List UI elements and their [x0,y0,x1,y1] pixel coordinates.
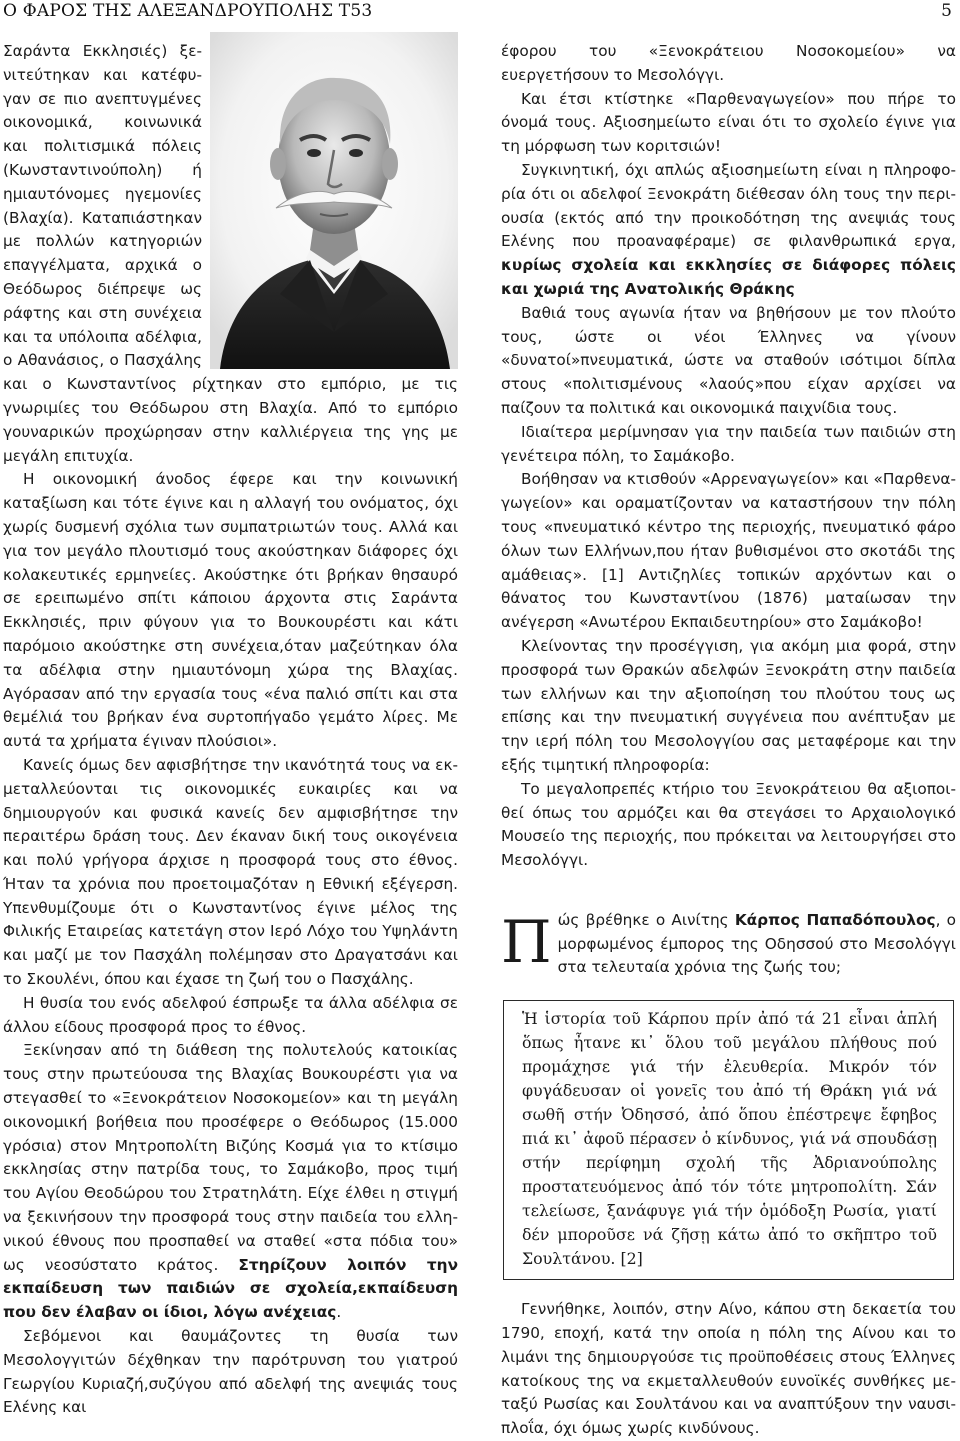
paragraph: Γεννήθηκε, λοιπόν, στην Αίνο, κάπου στη δεκαετία του 1790, εποχή, κατά την οποία η πόλη της Αίνου και το λιμάνι της δημιουργούσε τις προϋποθέσεις στους Έλληνες κατοίκους της να εκμεταλλευθούν ευνοϊκές συνθήκες μεταξύ Ρωσίας και Σουλτάνου και να αναπτύξουν την ναυσιπλοΐα, όχι όμως χωρίς κινδύνους. [501,1300,956,1438]
paragraph-text: Συγκινητική, όχι απλώς αξιοσημείωτη είναι η πληροφορία ότι οι αδελφοί Ξενοκράτη διέθεσαν όλη τους την περιουσία (εκτός από την προικοδότηση της ανεψιάς τους Ελένης που προαναφέραμε) σε φιλανθρωπικά εργα, [501,160,956,251]
paragraph: Ιδιαίτερα μερίμνησαν για την παιδεία των παιδιών στη γενέτειρα πόλη, το Σαμάκοβο. [501,422,956,465]
portrait-photo [210,32,458,369]
running-head [0,0,960,22]
paragraph: Η θυσία του ενός αδελφού έσπρωξε τα άλλα αδέλφια σε άλλου είδους προσφορά προς το έθνος. [3,993,458,1036]
right-column [501,40,956,1441]
paragraph-text: ώς βρέθηκε ο Αινίτης [557,910,735,929]
paragraph: Και έτσι κτίστηκε «Παρθεναγωγείον» που πήρε το όνομά τους. Αξιοσημείωτο είναι ότι το σχολείο έγινε για τη μόρφωση των κοριτσιών! [501,89,956,156]
dropcap-letter: Π [501,907,552,976]
paragraph: Σαράντα Εκκλησιές) ξενιτεύτηκαν και κατέφυγαν σε πιο ανεπτυγμένες οικονομικά, κοινωνικά και πολιτισμικά πόλεις (Κωνσταντινούπολη) ή ημιαυτόνομες ηγεμονίες (Βλαχία). Καταπιάστηκαν με πολλών κατηγοριών επαγγέλματα, αρχικά ο Θεόδωρος διέπρεψε ως ράφτης και στη συνέχεια και τα υπόλοιπα αδέλφια, ο Αθανάσιος, ο Πασχάλης και ο Κωνσταντίνος ρίχτηκαν στο εμπόριο, με τις γνωριμίες του Θεόδωρου στη Βλαχία. Από το εμπόριο γουναρικών προχώρησαν στην καλλιέργεια της γης με μεγάλη επιτυχία. [3,42,458,465]
paragraph-text: Ξεκίνησαν από τη διάθεση της πολυτελούς κατοικίας τους στην πρωτεύουσα της Βλαχίας Βουκουρέστι για να στεγασθεί το «Ξενοκράτειον Νοσοκομείον» και τη μεγάλη οικονομική βοήθεια που προσέφερε ο Θεόδωρος (15.000 γρόσια) στον Μητροπολίτη Βιζύης Κοσμά για το κτίσιμο εκκλησίας στην πατρίδα τους, το Σαμάκοβο, προς τιμή του Αγίου Θεοδώρου του Στρατηλάτη. Είχε έλθει η στιγμή να ξεκινήσουν την προσφορά τους στην παιδεία του ελληνικού έθνους που προσπαθεί να σταθεί «στα πόδια του» ως νεοσύστατο κράτος. [3,1041,458,1274]
emphasis-text: Στηρίζουν λοιπόν την εκπαίδευση των παιδιών σε σχολεία,εκπαίδευση που δεν έλαβαν οι ίδιοι, λόγω ανέχειας [3,1255,458,1322]
person-name: Κάρπος Παπαδόπουλος [734,910,936,929]
paragraph-text: . [336,1303,342,1322]
paragraph: Βοήθησαν να κτισθούν «Αρρεναγωγείον» και «Παρθεναγωγείον» και οραματίζονταν να καταστήσουν την πόλη τους «πνευματικό κέντρο της περιοχής, πνευματικό φάρο όλων των Ελλήνων,που ήταν βυθισμένοι στο σκοτάδι της αμάθειας». [1] Αντιζηλίες τοπικών αρχόντων και ο θάνατος του Κωνσταντίνου (1876) ματαίωσαν την ανέγερση «Ανωτέρου Εκπαιδευτηρίου» στο Σαμάκοβο! [501,470,956,632]
paragraph: Κλείνοντας την προσέγγιση, για ακόμη μια φορά, στην προσφορά των Θρακών αδελφών Ξενοκράτη στην παιδεία των ελλήνων και την αξιοποίηση του πλούτου τους ως επίσης και την πνευματική συγγένεια που ανέπτυξαν με την ιερή πόλη του Μεσολογγίου σας μεταφέρομε και την εξής τιμητική πληροφορία: [501,636,956,774]
paragraph: έφορου του «Ξενοκράτειου Νοσοκομείου» να ευεργετήσουν το Μεσολόγγι. [501,42,956,84]
paragraph: Η οικονομική άνοδος έφερε και την κοινωνική καταξίωση και τότε έγινε και η αλλαγή του ονόματος, όχι χωρίς δυσμενή σχόλια των συμπατριωτών τους. Αλλά και για τον μεγάλο πλουτισμό τους ακούστηκαν διάφορες όχι κολακευτικές ερμηνείες. Ακούστηκε ότι βρήκαν θησαυρό σε ερειπωμένο σπίτι κάποιου άρχοντα στις Σαράντα Εκκλησιές, πριν φύγουν για το Βουκουρέστι και κάτι παρόμοιο ακούστηκε στη συνέχεια,όταν μαζεύτηκαν όλα τα αδέλφια στην ημιαυτόνομη χώρα της Βλαχίας. Αγόρασαν από την εργασία τους «ένα παλιό σπίτι και στα θεμέλιά του βρήκαν ένα συρτοπήγαδο γεμάτο λίρες. Με αυτά τα χρήματα έγιναν πλούσιοι». [3,470,458,751]
quote-box [503,1000,954,1280]
quote-text: Ἡ ἱστορία τοῦ Κάρπου πρίν ἀπό τά 21 εἶναι ἁπλή ὅπως ἦτανε κι᾽ ὅλου τοῦ μεγάλου πλήθους πού προμάχησε γιά τήν ἐλευθερία. Μικρόν τόν φυγάδευσαν οἱ γονεῖς του ἀπό τή Θράκη γιά νά σωθῆ στήν Ὀδησσό, ἀπό ὅπου ἐπέστρεψε ἔφηβος πιά κι᾽ ἀφοῦ πέρασεν ὁ κίνδυνος, γιά νά σπουδάσῃ στήν περίφημη σχολή τῆς Ἀδριανούπολης προστατευόμενος ἀπό τόν τότε μητροπολίτη. Σάν τελείωσε, ξανάφυγε γιά τήν ὁμόδοξη Ρωσία, γιατί δέν μποροῦσε νά ζῆσῃ κάτω ἀπό το σκῆπτρο τοῦ Σουλτάνου. [2] [522,1009,937,1269]
paragraph-text: , ο μορφωμένος έμπορος της Οδησσού στο Μεσολόγγι στα τελευταία χρόνια της ζωής του; [557,910,957,977]
left-column [3,40,458,1420]
paragraph: Βαθιά τους αγωνία ήταν να βηθήσουν με τον πλούτο τους, ώστε οι νέοι Έλληνες να γίνουν «δυνατοί»πνευματικά, ώστε να σταθούν ισότιμοι δίπλα στους «πολιτισμένους «λαούς»που είχαν αρχίσει να παίζουν τα πολιτικά και οικονομικά παιχνίδια τους. [501,303,956,417]
paragraph: Σεβόμενοι και θαυμάζοντες τη θυσία των Μεσολογγιτών δέχθηκαν την παρότρυνση του γιατρού Γεωργίου Κυριαζή,συζύγου από αδελφή της ανεψιάς τους Ελένης και [3,1327,458,1417]
emphasis-text: κυρίως σχολεία και εκκλησίες σε διάφορες πόλεις και χωριά της Ανατολικής Θράκης [501,256,956,298]
paragraph [3,1039,458,1325]
dropcap-paragraph [501,909,956,980]
paragraph: Το μεγαλοπρεπές κτήριο του Ξενοκράτειου θα αξιοποιθεί όπως του αρμόζει και θα στεγάσει το Αρχαιολογικό Μουσείο της περιοχής, που πρόκειται να λειτουργήσει στο Μεσολόγγι. [501,779,956,870]
publication-title: Ο ΦΑΡΟΣ ΤΗΣ ΑΛΕΞΑΝΔΡΟΥΠΟΛΗΣ Τ53 [3,1,373,21]
paragraph: Κανείς όμως δεν αφισβήτησε την ικανότητά τους να εκμεταλλεύονται τις οικονομικές ευκαιρίες και να δημιουργούν και φυσικά κανείς δεν αμφισβήτησε την περαιτέρω δράση τους. Δεν έκαναν δική τους οικογένεια και πολύ γρήγορα άρχισε η προσφορά τους στο έθνος. Ήταν τα χρόνια που προετοιμαζόταν η Εθνική εξέγερση. Υπενθυμίζουμε ότι ο Κωνσταντίνος έγινε μέλος της Φιλικής Εταιρείας κατετάγη στον Ιερό Λόχο του Υψηλάντη και μαζί με τον Πασχάλη πολέμησαν στο Δραγατσάνι και το Σκουλένι, όπου και έχασε τη ζωή του ο Πασχάλης. [3,755,458,989]
paragraph [501,159,956,302]
page-number: 5 [941,1,952,21]
